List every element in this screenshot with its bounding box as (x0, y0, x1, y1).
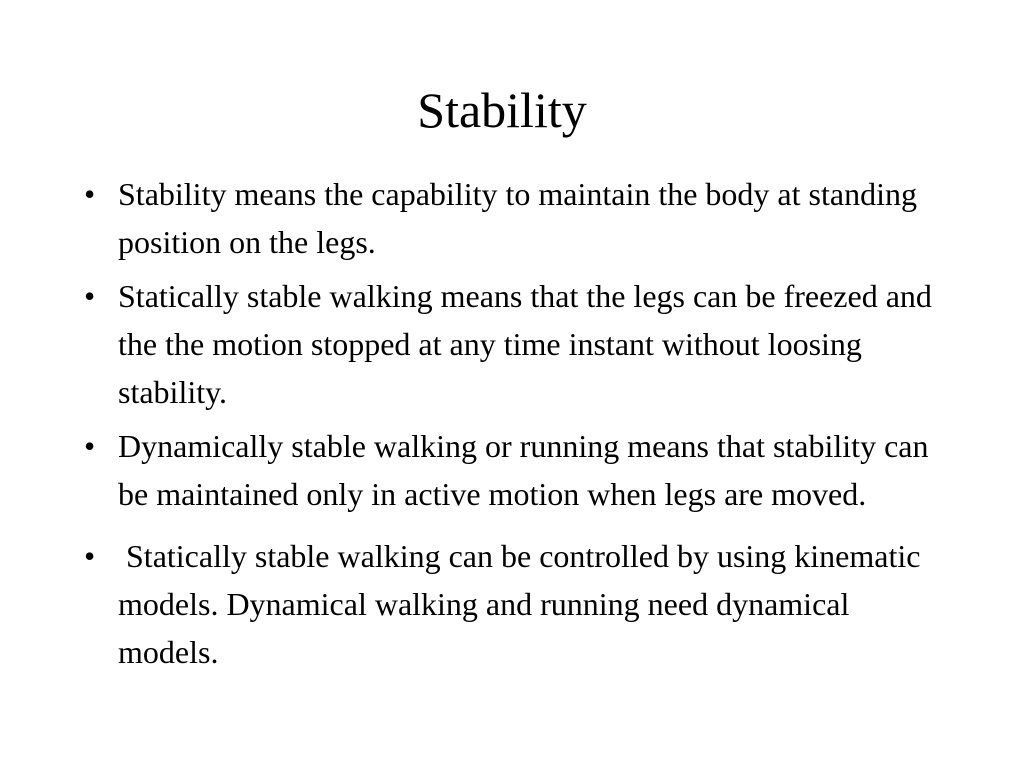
bullet-item-1 (78, 170, 948, 266)
bullet-text-2: Statically stable walking means that the legs can be freezed and the the motion stopped at any time instant without loosing stability. (118, 278, 940, 410)
bullet-item-2 (78, 272, 948, 416)
bullet-text-4: Statically stable walking can be controlled by using kinematic models. Dynamical walking and running need dynamical models. (118, 538, 929, 670)
bullet-icon: • (84, 428, 96, 464)
bullet-item-3 (78, 422, 948, 518)
bullet-item-4 (78, 532, 948, 676)
bullet-icon: • (84, 278, 96, 314)
bullet-text-3: Dynamically stable walking or running means that stability can be maintained only in active motion when legs are moved. (118, 428, 937, 512)
bullet-text-1: Stability means the capability to maintain the body at standing position on the legs. (118, 176, 925, 260)
slide-title: Stability (417, 82, 587, 138)
bullet-icon: • (84, 176, 96, 212)
bullet-list (78, 170, 948, 682)
bullet-icon: • (84, 538, 96, 574)
